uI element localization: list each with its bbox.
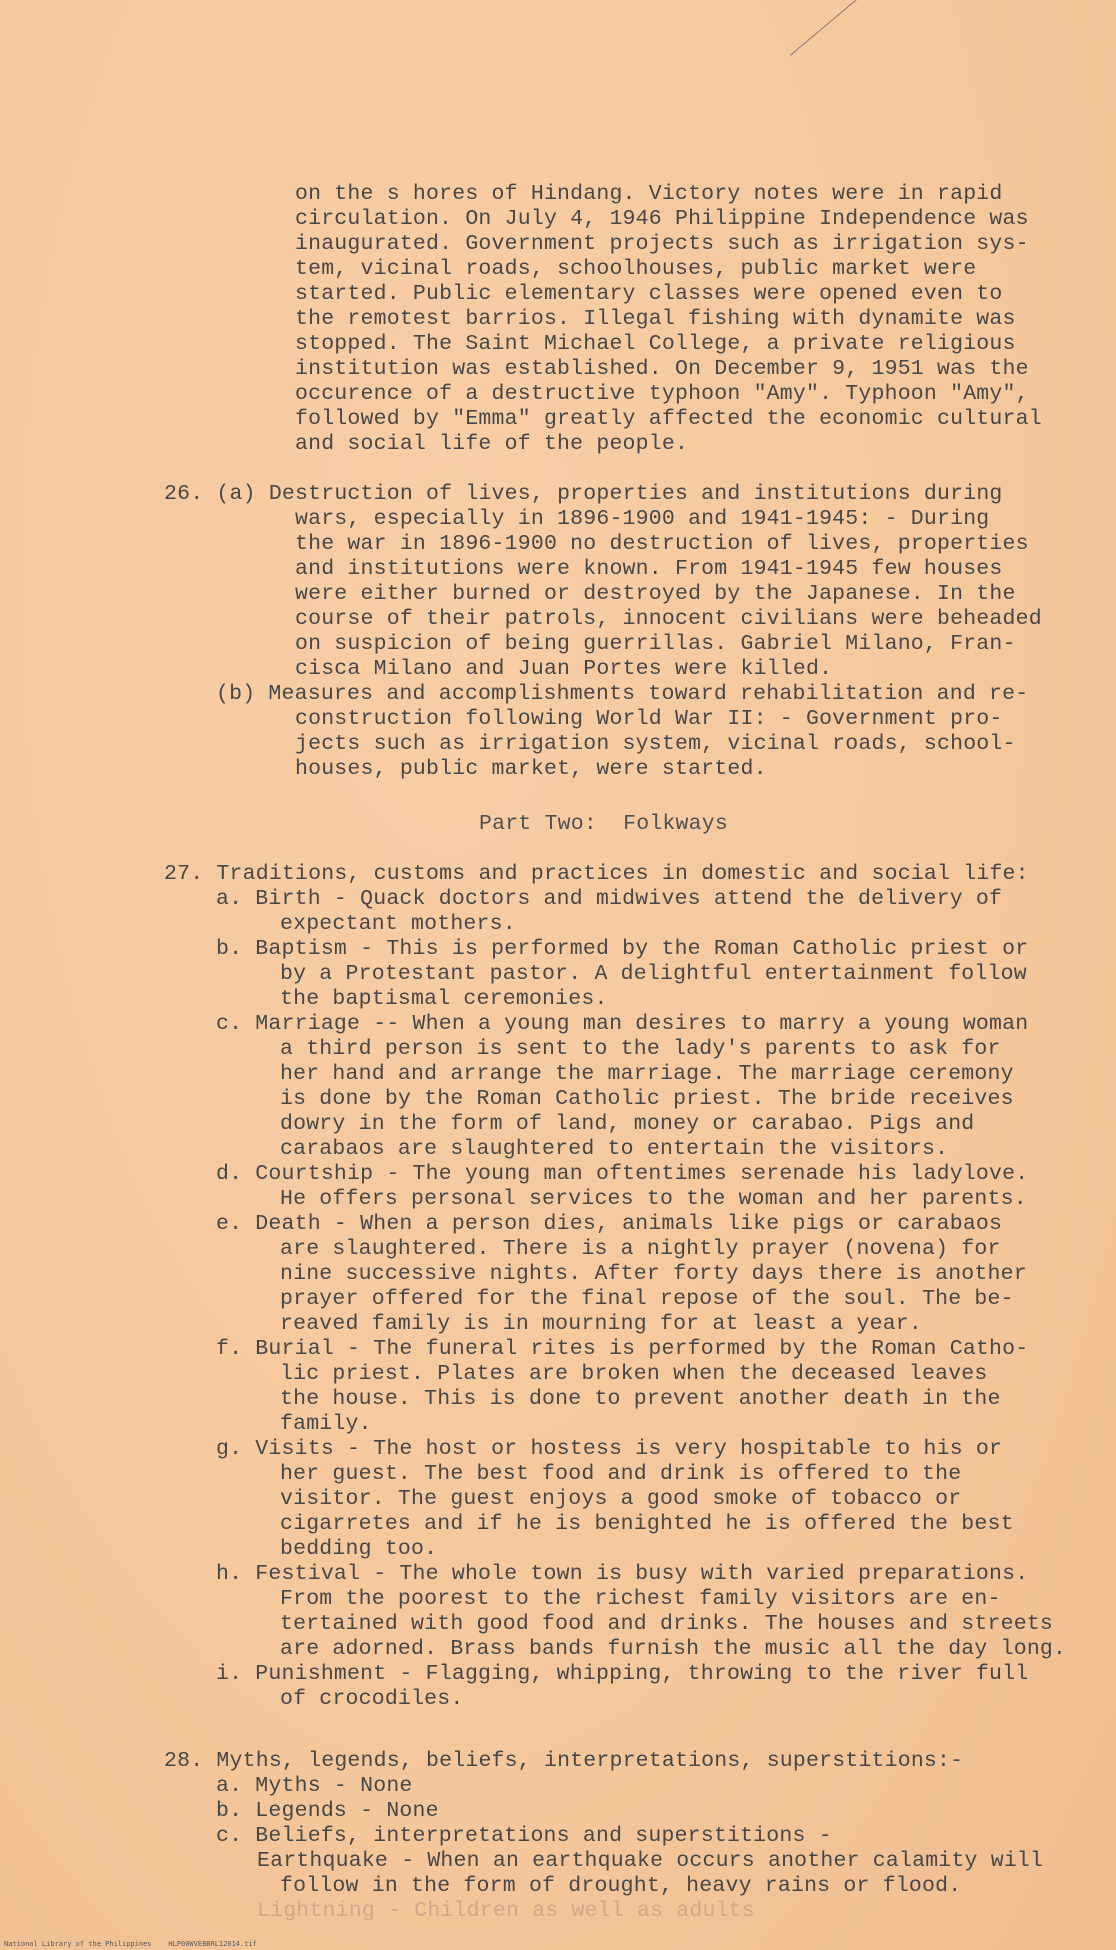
text-line: prayer offered for the final repose of the soul. The be- bbox=[280, 1287, 1014, 1311]
pencil-mark bbox=[790, 0, 883, 56]
text-line: wars, especially in 1896-1900 and 1941-1945: - During bbox=[295, 507, 990, 531]
text-line: the war in 1896-1900 no destruction of lives, properties bbox=[295, 532, 1029, 556]
text-line: and institutions were known. From 1941-1945 few houses bbox=[295, 557, 1003, 581]
list-item: g. Visits - The host or hostess is very hospitable to his or bbox=[216, 1437, 1003, 1461]
text-line: by a Protestant pastor. A delightful entertainment follow bbox=[280, 962, 1027, 986]
text-line: construction following World War II: - Government pro- bbox=[295, 707, 1003, 731]
text-line: her hand and arrange the marriage. The marriage ceremony bbox=[280, 1062, 1014, 1086]
text-line: jects such as irrigation system, vicinal roads, school- bbox=[295, 732, 1016, 756]
list-item: d. Courtship - The young man oftentimes serenade his ladylove. bbox=[216, 1162, 1029, 1186]
list-item: b. Legends - None bbox=[216, 1799, 439, 1823]
list-item: c. Beliefs, interpretations and superstitions - bbox=[216, 1824, 832, 1848]
text-line: of crocodiles. bbox=[280, 1687, 464, 1711]
text-line: From the poorest to the richest family visitors are en- bbox=[280, 1587, 1001, 1611]
list-item: a. Myths - None bbox=[216, 1774, 413, 1798]
text-line: on suspicion of being guerrillas. Gabriel Milano, Fran- bbox=[295, 632, 1016, 656]
text-line: cisca Milano and Juan Portes were killed. bbox=[295, 657, 833, 681]
text-line: were either burned or destroyed by the Japanese. In the bbox=[295, 582, 1016, 606]
list-item: f. Burial - The funeral rites is performed by the Roman Catho- bbox=[216, 1337, 1029, 1361]
text-line: is done by the Roman Catholic priest. The bride receives bbox=[280, 1087, 1014, 1111]
item-28-heading: 28. Myths, legends, beliefs, interpretations, superstitions:- bbox=[164, 1749, 964, 1773]
list-item: h. Festival - The whole town is busy with varied preparations. bbox=[216, 1562, 1029, 1586]
text-line: tem, vicinal roads, schoolhouses, public market were bbox=[295, 257, 977, 281]
text-line: her guest. The best food and drink is offered to the bbox=[280, 1462, 962, 1486]
text-line: reaved family is in mourning for at least a year. bbox=[280, 1312, 923, 1336]
list-item: i. Punishment - Flagging, whipping, throwing to the river full bbox=[216, 1662, 1029, 1686]
list-item: e. Death - When a person dies, animals like pigs or carabaos bbox=[216, 1212, 1003, 1236]
text-line: a third person is sent to the lady's parents to ask for bbox=[280, 1037, 1001, 1061]
text-line: nine successive nights. After forty days there is another bbox=[280, 1262, 1027, 1286]
text-line: the baptismal ceremonies. bbox=[280, 987, 608, 1011]
text-line: started. Public elementary classes were opened even to bbox=[295, 282, 1003, 306]
text-line: the remotest barrios. Illegal fishing with dynamite was bbox=[295, 307, 1016, 331]
text-line: are adorned. Brass bands furnish the music all the day long. bbox=[280, 1637, 1067, 1661]
footer-caption: National Library of the Philippines HLP00WVEBBRL12014.tif bbox=[4, 1940, 257, 1948]
list-item: a. Birth - Quack doctors and midwives attend the delivery of bbox=[216, 887, 1003, 911]
text-line: dowry in the form of land, money or carabao. Pigs and bbox=[280, 1112, 975, 1136]
text-line: houses, public market, were started. bbox=[295, 757, 767, 781]
text-line: follow in the form of drought, heavy rains or flood. bbox=[280, 1874, 962, 1898]
text-line: bedding too. bbox=[280, 1537, 438, 1561]
text-line: occurence of a destructive typhoon "Amy". Typhoon "Amy", bbox=[295, 382, 1029, 406]
text-line: expectant mothers. bbox=[280, 912, 516, 936]
text-line: inaugurated. Government projects such as irrigation sys- bbox=[295, 232, 1029, 256]
part-heading: Part Two: Folkways bbox=[479, 812, 728, 836]
text-line: tertained with good food and drinks. The houses and streets bbox=[280, 1612, 1054, 1636]
text-line: family. bbox=[280, 1412, 372, 1436]
text-line: on the s hores of Hindang. Victory notes were in rapid bbox=[295, 182, 1003, 206]
text-line: the house. This is done to prevent another death in the bbox=[280, 1387, 1001, 1411]
text-line: lic priest. Plates are broken when the deceased leaves bbox=[280, 1362, 988, 1386]
text-line: and social life of the people. bbox=[295, 432, 689, 456]
item-26-heading: 26. (a) Destruction of lives, properties and institutions during bbox=[164, 482, 1003, 506]
faded-text-line: Lightning - Children as well as adults bbox=[257, 1899, 755, 1923]
text-line: He offers personal services to the woman and her parents. bbox=[280, 1187, 1027, 1211]
item-27-heading: 27. Traditions, customs and practices in domestic and social life: bbox=[164, 862, 1029, 886]
text-line: cigarretes and if he is benighted he is offered the best bbox=[280, 1512, 1014, 1536]
text-line: carabaos are slaughtered to entertain the visitors. bbox=[280, 1137, 949, 1161]
text-line: are slaughtered. There is a nightly prayer (novena) for bbox=[280, 1237, 1001, 1261]
text-line: course of their patrols, innocent civilians were beheaded bbox=[295, 607, 1042, 631]
item-26b: (b) Measures and accomplishments toward rehabilitation and re- bbox=[216, 682, 1029, 706]
text-line: Earthquake - When an earthquake occurs another calamity will bbox=[257, 1849, 1044, 1873]
text-line: followed by "Emma" greatly affected the economic cultural bbox=[295, 407, 1042, 431]
text-line: circulation. On July 4, 1946 Philippine Independence was bbox=[295, 207, 1029, 231]
text-line: stopped. The Saint Michael College, a private religious bbox=[295, 332, 1016, 356]
text-line: visitor. The guest enjoys a good smoke of tobacco or bbox=[280, 1487, 962, 1511]
text-line: institution was established. On December 9, 1951 was the bbox=[295, 357, 1029, 381]
list-item: c. Marriage -- When a young man desires to marry a young woman bbox=[216, 1012, 1029, 1036]
list-item: b. Baptism - This is performed by the Roman Catholic priest or bbox=[216, 937, 1029, 961]
